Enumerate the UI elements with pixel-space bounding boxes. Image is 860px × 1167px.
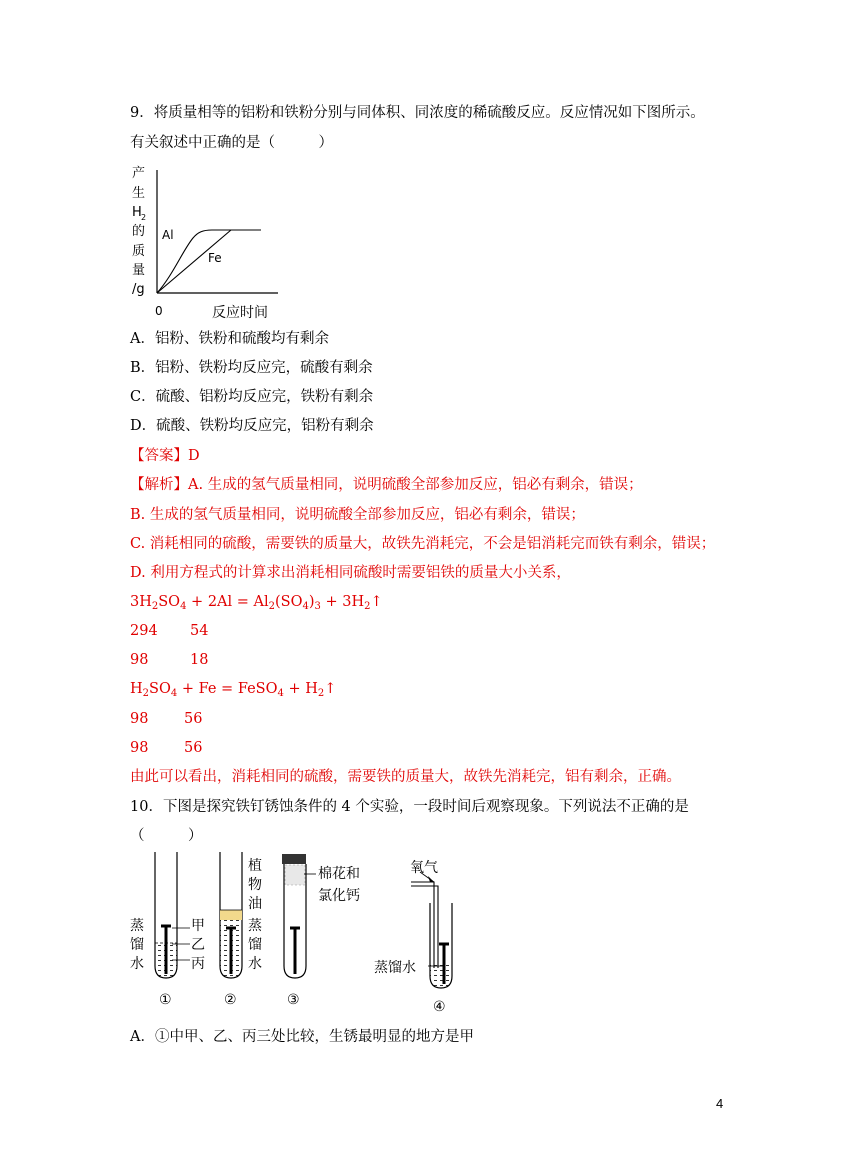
oil-label-char: 物 xyxy=(248,877,262,893)
x-axis-label: 反应时间 xyxy=(212,305,268,320)
eq1-row1-right: 54 xyxy=(190,623,209,639)
water-label-char: 蒸 xyxy=(130,918,144,934)
q9-option-d: D．硫酸、铁粉均反应完，铝粉有剩余 xyxy=(130,418,374,434)
label-al: Al xyxy=(162,228,174,242)
equation-1: $3H_2SO_4 + 2Al = Al_2(SO_4)_3$ + $3H_2↑$ xyxy=(130,594,383,612)
tube-number: ④ xyxy=(433,999,446,1015)
analysis-a-text: A. 生成的氢气质量相同，说明硫酸全部参加反应，铝必有剩余，错误； xyxy=(188,477,643,493)
y-label-char: /g xyxy=(132,282,145,297)
q9-analysis-a xyxy=(130,475,643,495)
eq2-row1-left: 98 xyxy=(130,711,149,727)
mark-yi: 乙 xyxy=(191,937,205,953)
tube-1 xyxy=(155,852,190,978)
eq1-row2-left: 98 xyxy=(130,652,149,668)
y-label-char: 产 xyxy=(132,166,146,181)
q9-graph xyxy=(128,160,288,320)
oil-label-char: 植 xyxy=(248,858,262,874)
tube-4 xyxy=(411,872,452,988)
eq1-row2-right: 18 xyxy=(190,652,209,668)
origin-label: 0 xyxy=(155,304,163,318)
q10-stem-line2: （ ） xyxy=(130,828,203,844)
tube-number: ① xyxy=(159,992,172,1008)
y-label-h-sub: 2 xyxy=(141,213,147,222)
water-label: 蒸馏水 xyxy=(374,960,416,976)
oxygen-label: 氧气 xyxy=(410,860,438,876)
cotton-label-line1: 棉花和 xyxy=(318,866,360,882)
q9-stem-line1: 9．将质量相等的铝粉和铁粉分别与同体积、同浓度的稀硫酸反应。反应情况如下图所示。 xyxy=(130,105,705,121)
eq2-row2-right: 56 xyxy=(184,740,203,756)
equation-2: $H_2SO_4 + Fe$ = FeSO$_4$ + $H_2↑$ xyxy=(130,681,337,699)
q9-stem-line2: 有关叙述中正确的是（ ） xyxy=(130,135,333,151)
analysis-tag: 【解析】 xyxy=(130,477,188,493)
eq2-row1-right: 56 xyxy=(184,711,203,727)
q9-analysis-b: B. 生成的氢气质量相同，说明硫酸全部参加反应，铝必有剩余，错误； xyxy=(130,507,585,523)
q9-option-a: A．铝粉、铁粉和硫酸均有剩余 xyxy=(130,331,329,347)
tube-number: ③ xyxy=(287,992,300,1008)
water-label-char: 馏 xyxy=(130,937,144,953)
water-label-char: 馏 xyxy=(248,937,262,953)
q10-figure xyxy=(128,848,478,1016)
q9-analysis-d: D. 利用方程式的计算求出消耗相同硫酸时需要铝铁的质量大小关系， xyxy=(130,565,571,581)
water-label-char: 蒸 xyxy=(248,918,262,934)
q10-option-a: A．①中甲、乙、丙三处比较，生锈最明显的地方是甲 xyxy=(130,1029,474,1045)
q9-option-c: C．硫酸、铝粉均反应完，铁粉有剩余 xyxy=(130,389,374,405)
page-number: 4 xyxy=(716,1096,724,1111)
q9-conclusion: 由此可以看出，消耗相同的硫酸，需要铁的质量大，故铁先消耗完，铝有剩余，正确。 xyxy=(130,769,681,785)
label-fe: Fe xyxy=(208,251,222,265)
y-label-char: 质 xyxy=(132,244,146,259)
water-label-char: 水 xyxy=(130,956,144,972)
eq2-row2-left: 98 xyxy=(130,740,149,756)
oil-label-char: 油 xyxy=(248,896,262,912)
q10-stem-line1: 10．下图是探究铁钉锈蚀条件的 4 个实验，一段时间后观察现象。下列说法不正确的是 xyxy=(130,799,689,815)
water-label-char: 水 xyxy=(248,956,262,972)
y-label-char: 生 xyxy=(132,186,146,201)
cotton-label-line2: 氯化钙 xyxy=(318,888,360,904)
tube-2 xyxy=(220,852,242,978)
y-label-h: H xyxy=(132,205,142,220)
y-label-char: 的 xyxy=(132,224,146,239)
q9-option-b: B．铝粉、铁粉均反应完，硫酸有剩余 xyxy=(130,360,373,376)
q9-answer: 【答案】D xyxy=(130,448,200,464)
mark-bing: 丙 xyxy=(191,956,205,972)
eq1-row1-left: 294 xyxy=(130,623,158,639)
tube-number: ② xyxy=(224,992,237,1008)
tube-3 xyxy=(282,854,316,978)
q9-analysis-c: C. 消耗相同的硫酸，需要铁的质量大，故铁先消耗完，不会是铝消耗完而铁有剩余，错误； xyxy=(130,536,716,552)
y-label-char: 量 xyxy=(132,263,146,278)
mark-jia: 甲 xyxy=(191,918,205,934)
